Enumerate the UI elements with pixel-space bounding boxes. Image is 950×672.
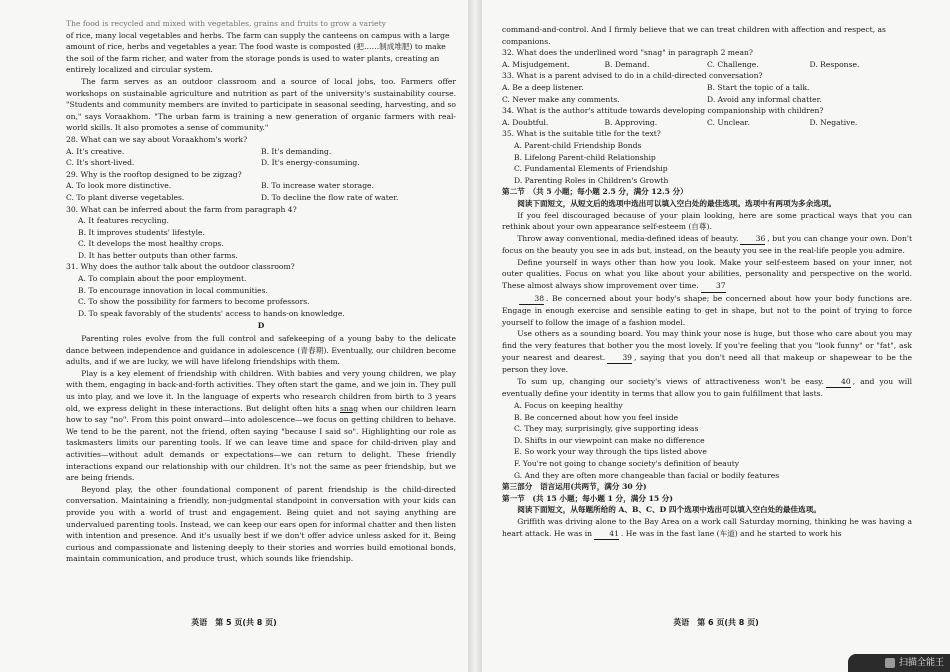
option: D. Response.	[809, 59, 860, 69]
option: C. Challenge.	[707, 59, 759, 69]
blank-38: 38	[519, 293, 544, 306]
option: B. Demand.	[604, 59, 650, 69]
left-column	[66, 19, 456, 612]
option: A. Parent-child Friendship Bonds	[514, 140, 642, 150]
option: C. It's short-lived.	[66, 158, 135, 168]
choice-d: D. Shifts in our viewpoint can make no difference	[514, 435, 705, 445]
section-2-instructions: 阅读下面短文，从短文后的选项中选出可以填入空白处的最佳选项。选项中有两项为多余选项。	[517, 198, 837, 208]
app-logo-icon	[885, 658, 895, 668]
option: A. It's creative.	[66, 146, 125, 156]
part-3-title: 第三部分 语言运用(共两节，满分 30 分)	[502, 482, 647, 492]
question-29-options-row1	[66, 180, 456, 192]
section-d-heading: D	[257, 321, 265, 331]
option: D. To speak favorably of the students' access to hands-on knowledge.	[78, 308, 345, 318]
choice-e: E. So work your way through the tips listed above	[514, 447, 707, 457]
right-column	[502, 24, 912, 612]
question-32: 32. What does the underlined word "snag" in paragraph 2 mean?	[502, 48, 753, 58]
paragraph-text: . Be concerned about your body's shape; be concerned about how your body functions are. Engage in enough exercise and sensible eating to get in shape, but not to the point of trying to force yourself to follow the image of a fashion model.	[502, 293, 912, 327]
book-gutter	[468, 0, 482, 672]
scanner-watermark	[848, 654, 950, 672]
choice-a: A. Focus on keeping healthy	[514, 401, 623, 410]
paragraph-text: . He was in the fast lane (车道) and he started to work his	[620, 528, 842, 538]
question-32-options	[502, 59, 912, 71]
question-35: 35. What is the suitable title for the text?	[502, 129, 661, 139]
option: A. Misjudgement.	[502, 59, 570, 69]
paragraph-text: Throw away conventional, media-defined ideas of beauty.	[517, 233, 739, 243]
question-33-options-row2	[502, 94, 912, 106]
question-29-options-row2	[66, 192, 456, 204]
question-33-options-row1	[502, 82, 912, 94]
option: D. It has better outputs than other farms.	[78, 250, 238, 260]
option: B. It improves students' lifestyle.	[78, 227, 205, 237]
option: D. Negative.	[809, 117, 858, 127]
option: D. Avoid any informal chatter.	[707, 94, 822, 104]
option: C. Never make any comments.	[502, 94, 620, 104]
blank-39: 39	[607, 352, 632, 365]
choice-c: C. They may, surprisingly, give supporting ideas	[514, 424, 699, 434]
paragraph-text: Griffith was driving alone to the Bay Area on a work call Saturday morning, thinking he was having a heart attack. He was in	[502, 516, 912, 538]
section-2-title: 第二节 （共 5 小题；每小题 2.5 分，满分 12.5 分）	[502, 187, 688, 197]
cloze-paragraph-4	[502, 293, 912, 329]
option: B. Start the topic of a talk.	[707, 82, 810, 92]
option: B. Lifelong Parent-child Relationship	[514, 152, 656, 162]
question-34: 34. What is the author's attitude towards developing companionship with children?	[502, 106, 824, 116]
blank-40: 40	[826, 376, 851, 389]
option: B. To encourage innovation in local communities.	[78, 285, 268, 295]
option: D. It's energy-consuming.	[261, 158, 360, 168]
choice-b: B. Be concerned about how you feel inside	[514, 412, 679, 422]
underlined-word-snag: snag	[339, 403, 359, 413]
griffith-paragraph-1	[502, 516, 912, 540]
question-31: 31. Why does the author talk about the outdoor classroom?	[66, 262, 295, 272]
option: C. Fundamental Elements of Friendship	[514, 164, 668, 174]
question-30: 30. What can be inferred about the farm from paragraph 4?	[66, 204, 297, 214]
cloze-paragraph-3	[502, 257, 912, 293]
blank-41: 41	[594, 528, 619, 541]
page-footer-left: 英语 第 5 页(共 8 页)	[191, 618, 277, 627]
left-page	[0, 0, 468, 672]
paragraph-text: , but you can change your own. Don't focus on the beauty you see in ads but, instead, on the beauty you see in the real-life people you admire.	[502, 233, 912, 256]
option: D. To decline the flow rate of water.	[261, 192, 399, 202]
blank-37: 37	[701, 280, 726, 293]
question-28-options-row1	[66, 146, 456, 158]
farm-paragraph-2: The farm serves as an outdoor classroom and a source of local jobs, too. Farmers offer workshops on sustainable agriculture and nutrition as part of the university's sustainability course. "Students and community members are invited to participate in seasonal seeding, harvesting, and so on," says Voraakhom. "The urban farm is training a new generation of organic farmers with real-world skills. It also promotes a sense of community."	[66, 76, 456, 133]
paragraph-text: Play is a key element of friendship with children. With babies and very young children, we play with them, engaging in back-and-forth activities. They often start the game, and we join in. They pull us into play, and we love it. In the language of experts who research children from birth to 3 years old, we express delight in these interactions. But delight often hits a	[66, 368, 456, 413]
cloze-paragraph-6	[502, 376, 912, 400]
option: B. It's demanding.	[261, 146, 332, 156]
cloze-paragraph-2	[502, 233, 912, 257]
right-page	[482, 0, 950, 672]
option: B. To increase water storage.	[261, 181, 374, 191]
watermark-text: 扫描全能王	[898, 658, 944, 668]
farm-paragraph-1: of rice, many local vegetables and herbs. The farm can supply the canteens on campus with a large amount of rice, herbs and vegetables a year. The food waste is composted (把……制成堆肥) to make the soil of the farm richer, and water from the storage ponds is used to water plants, creating an entirely localized and circular system.	[66, 30, 450, 75]
paragraph-text: To sum up, changing our society's views of attractiveness won't be easy.	[517, 376, 824, 386]
cloze-paragraph-5	[502, 328, 912, 375]
option: A. To complain about the poor employment.	[78, 274, 247, 284]
question-29: 29. Why is the rooftop designed to be zigzag?	[66, 169, 242, 179]
option: C. Unclear.	[707, 117, 750, 127]
passage-d-ending: command-and-control. And I firmly believe that we can treat children with affection and respect, as companions.	[502, 25, 886, 46]
option: C. To plant diverse vegetables.	[66, 192, 185, 202]
option: C. It develops the most healthy crops.	[78, 239, 224, 249]
question-34-options	[502, 117, 912, 129]
cut-off-line: The food is recycled and mixed with vegetables, grains and fruits to grow a variety	[66, 19, 386, 28]
question-28: 28. What can we say about Voraakhom's work?	[66, 134, 248, 144]
passage-d-paragraph-1: Parenting roles evolve from the full control and safekeeping of a young baby to the delicate dance between independence and guidance in adolescence (青春期). Eventually, our children become adults, and if we are lucky, we will have lifelong friendships with them.	[66, 334, 456, 367]
option: A. Be a deep listener.	[502, 82, 584, 92]
option: D. Parenting Roles in Children's Growth	[514, 175, 669, 185]
cloze-paragraph-1: If you feel discouraged because of your plain looking, here are some practical ways that you can rethink about your own appearance self-esteem (自尊).	[502, 210, 912, 232]
paragraph-text: Define yourself in ways other than how you look. Make your self-esteem based on your inner, not outer qualities. Focus on what you like about your abilities, personality and perspective on the world. These almost always show improvement over time.	[502, 257, 912, 291]
option: B. Approving.	[604, 117, 658, 127]
question-33: 33. What is a parent advised to do in a child-directed conversation?	[502, 71, 763, 81]
passage-d-paragraph-3: Beyond play, the other foundational component of parent friendship is the child-directed conversation. Maintaining a friendly, non-judgmental standpoint in conversation with your kids can provide you with a world of trust and engagement. Being quiet and not saying anything are undervalued parenting tools. Instead, we can keep our ears open for informal chatter and then listen with intention and presence. And it's usually best if we don't offer advice unless asked for it. Being curious and compassionate and listening deeply to their stories and worries build emotional bonds, maintain communication, and produce trust, which sounds like friendship.	[66, 484, 456, 564]
passage-d-paragraph-2	[66, 368, 456, 484]
option: C. To show the possibility for farmers to become professors.	[78, 297, 310, 307]
page-footer-right: 英语 第 6 页(共 8 页)	[673, 618, 759, 627]
paragraph-text: , saying that you don't need all that makeup or shapewear to be the person they love.	[502, 352, 912, 375]
part-3-section-1: 第一节 (共 15 小题；每小题 1 分，满分 15 分)	[502, 493, 673, 503]
part-3-instructions: 阅读下面短文，从每题所给的 A、B、C、D 四个选项中选出可以填入空白处的最佳选项。	[517, 505, 821, 515]
paragraph-text: , and you will eventually define your identity in terms that allow you to gain fulfillment that lasts.	[502, 376, 912, 399]
choice-g: G. And they are often more changeable than facial or bodily features	[514, 470, 780, 480]
paragraph-text: Use others as a sounding board. You may think your nose is huge, but those who care about you may find the very features that bother you the most lovely. If you're feeling that you "look funny" or "fat", ask your nearest and dearest.	[502, 329, 912, 362]
question-28-options-row2	[66, 157, 456, 169]
option: A. To look more distinctive.	[66, 181, 172, 191]
option: A. Doubtful.	[502, 117, 549, 127]
option: A. It features recycling.	[78, 216, 169, 226]
blank-36: 36	[740, 233, 765, 246]
paragraph-text: when our children learn how to say "no". From this point onward—into adolescence—we focus on getting children to behave. We tend to be the parent, not the friend, often saying "because I said so". Highlighting our role as taskmasters limits our parenting tools. If we can leave time and space for child-driven play and activities—without adult demands or expectations—we can return to delight. These friendly interactions expand our relationship with our children. It's not the same as peer friendship, but we are being friends.	[66, 403, 456, 483]
choice-f: F. You're not going to change society's definition of beauty	[514, 458, 740, 468]
